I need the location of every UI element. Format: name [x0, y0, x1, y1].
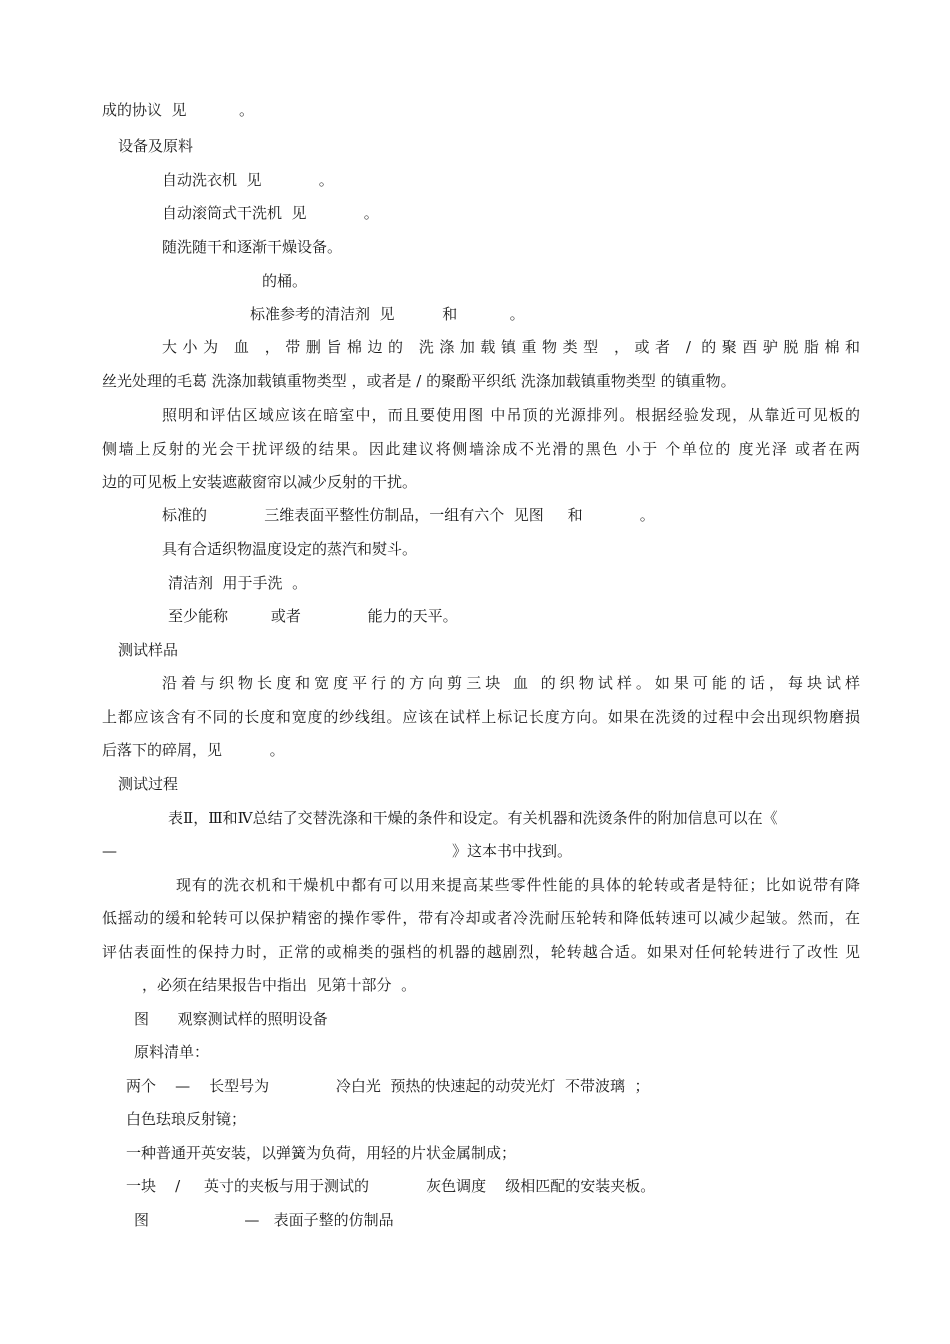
section-heading: 设备及原料: [118, 137, 194, 155]
list-item: 一块 / 英寸的夹板与用于测试的 灰色调度 级相匹配的安装夹板。: [126, 1177, 656, 1195]
list-item: 具有合适织物温度设定的蒸汽和熨斗。: [162, 540, 418, 558]
paragraph-line: 沿着与织物长度和宽度平行的方向剪三块 血 的织物试样。如果可能的话，每块试样: [162, 674, 860, 692]
paragraph-line: 照明和评估区域应该在暗室中，而且要使用图 中吊顶的光源排列。根据经验发现，从靠近可见板的: [162, 406, 860, 424]
paragraph-line: ，必须在结果报告中指出 见第十部分 。: [142, 976, 417, 994]
figure-caption: 图 — 表面子整的仿制品: [134, 1211, 394, 1229]
paragraph-line: 现有的洗衣机和干燥机中都有可以用来提高某些零件性能的具体的轮转或者是特征；比如说带有降: [176, 876, 860, 894]
text-fragment: —: [102, 842, 117, 860]
section-heading: 测试过程: [118, 775, 179, 793]
section-heading: 测试样品: [118, 641, 179, 659]
figure-caption: 图 观察测试样的照明设备: [134, 1010, 328, 1028]
text-fragment: 》这本书中找到。: [452, 842, 573, 860]
paragraph-line: 低摇动的缓和轮转可以保护精密的操作零件，带有冷却或者冷洗耐压轮转和降低转速可以减少起皱。然而，在: [102, 909, 860, 927]
list-item: 至少能称 或者 能力的天平。: [168, 607, 458, 625]
list-item: 随洗随干和逐渐干燥设备。: [162, 238, 343, 256]
list-item: 清洁剂 用于手洗 。: [168, 574, 308, 592]
text-line: 原料清单：: [134, 1043, 210, 1061]
text-line: 成的协议 见 。: [102, 101, 254, 119]
paragraph-line: 表Ⅱ，Ⅲ和Ⅳ总结了交替洗涤和干燥的条件和设定。有关机器和洗烫条件的附加信息可以在《: [168, 809, 778, 827]
list-item: 两个 — 长型号为 冷白光 预热的快速起的动荧光灯 不带波璃 ；: [126, 1077, 650, 1095]
paragraph-line: 后落下的碎屑，见 。: [102, 741, 285, 759]
paragraph-line: 丝光处理的毛葛 洗涤加载镇重物类型 ，或者是 / 的聚酚平织纸 洗涤加载镇重物类型 的镇重物。: [102, 372, 736, 390]
list-item: 一种普通开英安装，以弹簧为负荷，用轻的片状金属制成；: [126, 1144, 517, 1162]
list-item: 的桶。: [262, 272, 308, 290]
paragraph-line: 上都应该含有不同的长度和宽度的纱线组。应该在试样上标记长度方向。如果在洗烫的过程中会出现织物磨损: [102, 708, 860, 726]
list-item: 白色珐琅反射镜；: [126, 1110, 247, 1128]
paragraph-line: 评估表面性的保持力时，正常的或棉类的强档的机器的越剧烈，轮转越合适。如果对任何轮转进行了改性 见: [102, 943, 860, 961]
list-item: 标准参考的清洁剂 见 和 。: [250, 305, 525, 323]
paragraph-line: 大小为 血 ，带删旨棉边的 洗涤加载镇重物类型 ，或者 / 的聚酉驴脱脂棉和: [162, 338, 860, 356]
paragraph-line: 侧墙上反射的光会干扰评级的结果。因此建议将侧墙涂成不光滑的黑色 小于 个单位的 度光泽 或者在两: [102, 440, 860, 458]
paragraph-line: 边的可见板上安装遮蔽窗帘以减少反射的干扰。: [102, 473, 418, 491]
list-item: 标准的 三维表面平整性仿制品，一组有六个 见图 和 。: [162, 506, 655, 524]
list-item: 自动滚筒式干洗机 见 。: [162, 204, 379, 222]
list-item: 自动洗衣机 见 。: [162, 171, 334, 189]
